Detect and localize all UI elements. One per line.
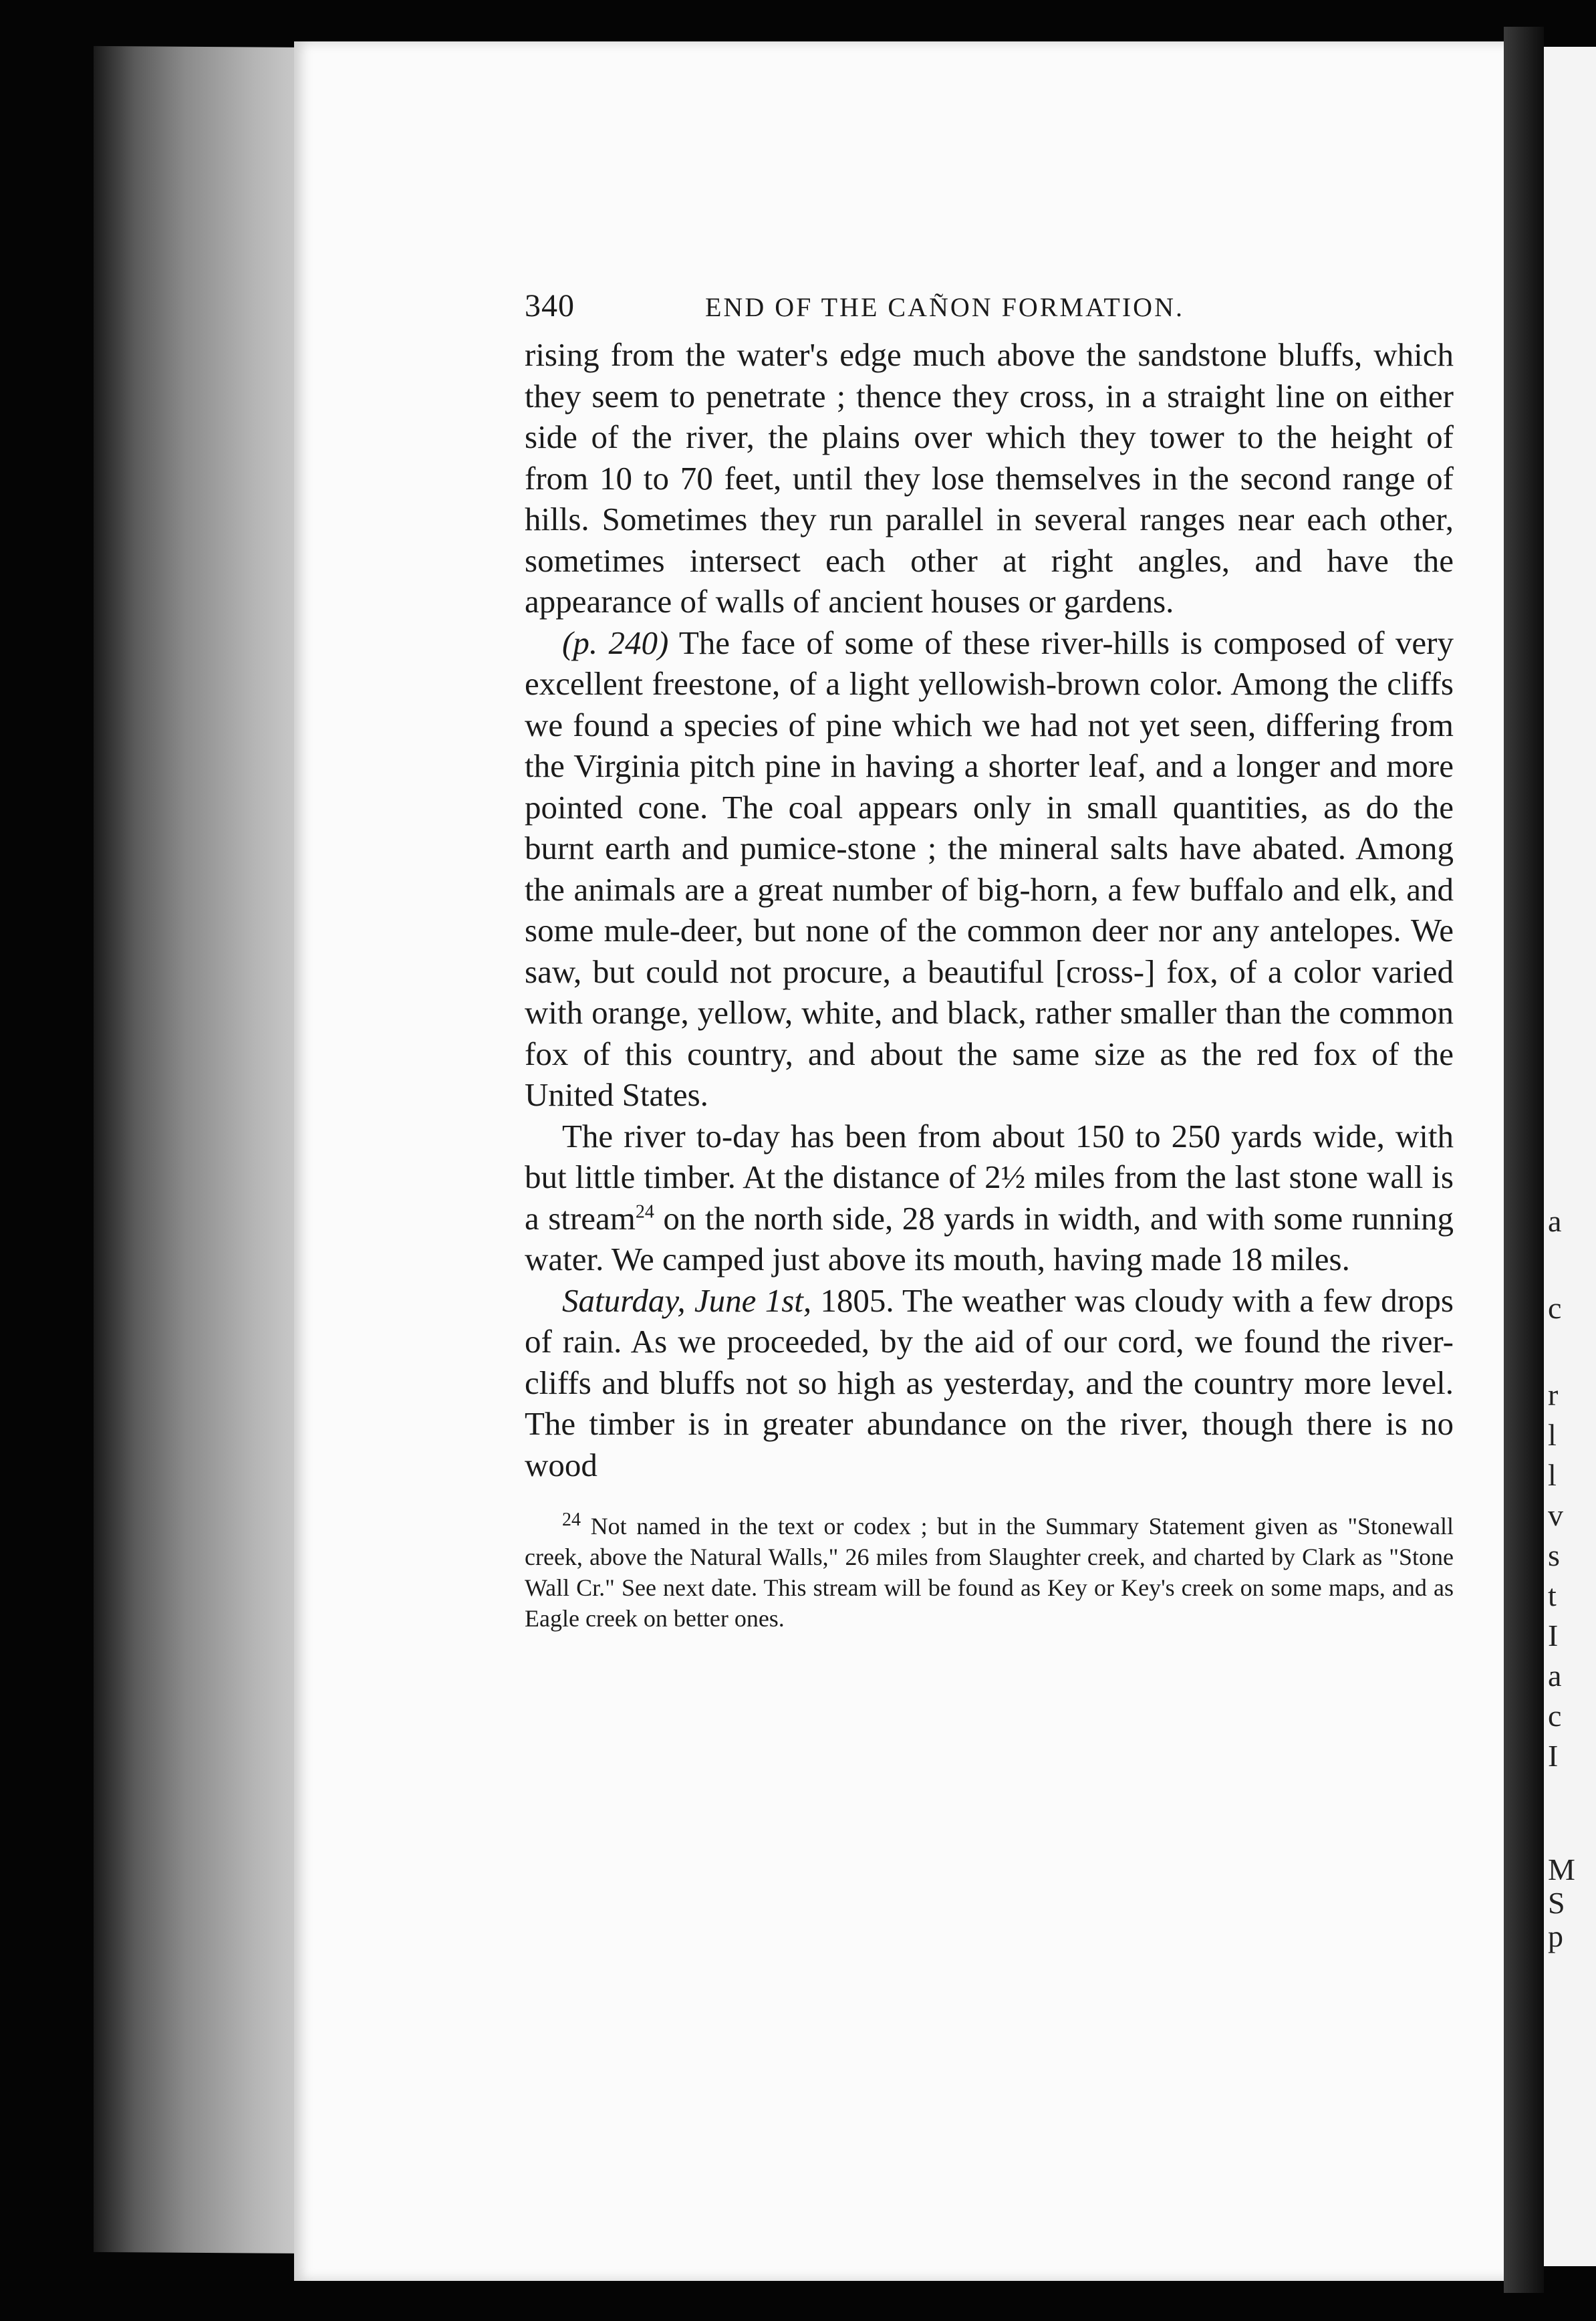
- fragment-char: I: [1548, 1739, 1559, 1773]
- book-gutter: [1504, 27, 1544, 2293]
- fragment-char: M: [1548, 1852, 1575, 1886]
- footnote-text: Not named in the text or codex ; but in the Summary Statement given as "Stonewall creek, above the Natural Walls," 26 miles from Slaughter creek, and charted by Clark as "Stone Wall Cr." See next date. This stream will be found as Key or Key's creek on some maps, and as Eagle creek on better ones.: [525, 1513, 1454, 1632]
- page-content: [525, 287, 1454, 1634]
- page-reference: (p. 240): [562, 624, 669, 661]
- fragment-char: v: [1548, 1498, 1563, 1532]
- paragraph: rising from the water's edge much above the sandstone bluffs, which they seem to penetrate ; thence they cross, in a straight line on either side of the river, the plains over which they tower to the height of from 10 to 70 feet, until they lose themselves in the second range of hills. Sometimes they run parallel in several ranges near each other, sometimes intersect each other at right angles, and have the appearance of walls of ancient houses or gardens.: [525, 336, 1454, 620]
- book-page-edges: [94, 46, 321, 2253]
- fragment-char: p: [1548, 1919, 1563, 1953]
- body-text: [525, 334, 1454, 1485]
- running-title: END OF THE CAÑON FORMATION.: [705, 292, 1184, 322]
- paragraph: [525, 1116, 1454, 1280]
- fragment-char: s: [1548, 1538, 1560, 1572]
- paragraph: [525, 1280, 1454, 1486]
- fragment-char: r: [1548, 1378, 1559, 1412]
- fragment-char: c: [1548, 1699, 1562, 1733]
- page-number: 340: [525, 288, 575, 324]
- fragment-char: l: [1548, 1418, 1557, 1452]
- paragraph-text: The face of some of these river-hills is composed of very excellent freestone, of a light yellowish-brown color. Among the cliffs we found a species of pine which we had not yet seen, differing from the Virginia pitch pine in having a shorter leaf, and a longer and more pointed cone. The coal appears only in small quantities, as do the burnt earth and pumice-stone ; the mineral salts have abated. Among the animals are a great number of big-horn, a few buffalo and elk, and some mule-deer, but none of the common deer nor any antelopes. We saw, but could not procure, a beautiful [cross-] fox, of a color varied with orange, yellow, white, and black, rather smaller than the common fox of this country, and about the same size as the red fox of the United States.: [525, 624, 1454, 1113]
- footnote: [525, 1511, 1454, 1634]
- fragment-char: a: [1548, 1204, 1562, 1238]
- fragment-char: S: [1548, 1886, 1565, 1920]
- paragraph: [525, 622, 1454, 1116]
- footnote-reference: 24: [635, 1201, 654, 1223]
- paragraph-text: The river to-day has been from about 150 to 250 yards wide, with but little timber. At the distance of 2½ miles from the last stone wall is a stream: [525, 1117, 1454, 1237]
- fragment-char: a: [1548, 1659, 1562, 1693]
- adjacent-page-fragment: [1544, 47, 1596, 2266]
- footnotes: [525, 1511, 1454, 1634]
- fragment-char: t: [1548, 1578, 1557, 1612]
- fragment-char: I: [1548, 1618, 1559, 1653]
- running-header: [525, 287, 1454, 334]
- paragraph-text: on the north side, 28 yards in width, and with some running water. We camped just above its mouth, having made 18 miles.: [525, 1199, 1454, 1277]
- fragment-char: c: [1548, 1291, 1562, 1325]
- footnote-marker: 24: [562, 1509, 581, 1530]
- entry-date: Saturday, June 1st,: [562, 1281, 812, 1319]
- fragment-char: l: [1548, 1458, 1557, 1492]
- paragraph-text: 1805. The weather was cloudy with a few drops of rain. As we proceeded, by the aid of our cord, we found the river-cliffs and bluffs not so high as yesterday, and the country more level. The timber is in greater abundance on the river, though there is no wood: [525, 1281, 1454, 1483]
